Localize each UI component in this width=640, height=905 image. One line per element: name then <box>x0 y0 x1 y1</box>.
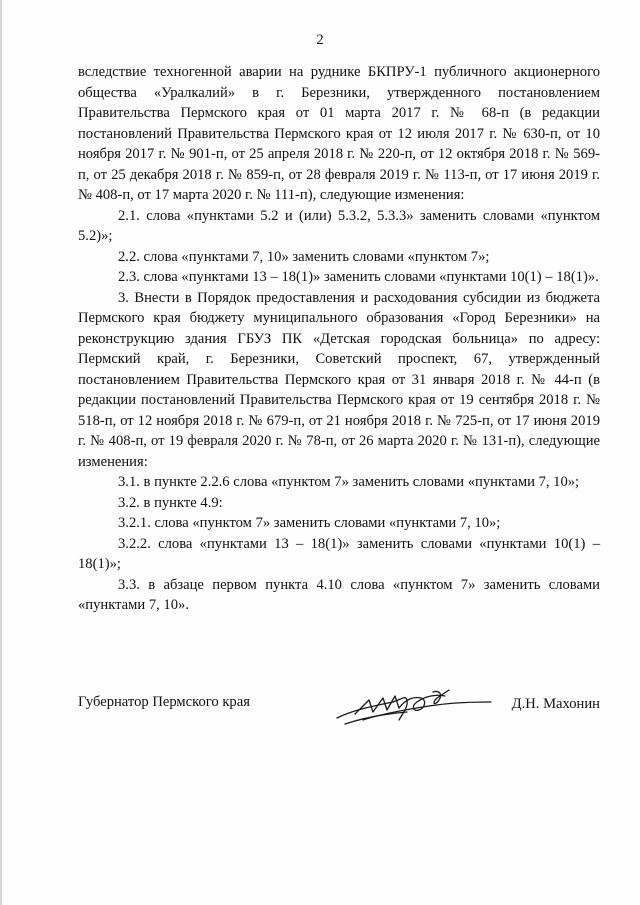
page-number: 2 <box>316 32 324 48</box>
handwritten-signature <box>333 680 493 730</box>
scan-edge <box>0 0 2 905</box>
paragraph-3-2-1: 3.2.1. слова «пунктом 7» заменить словами «пунктами 7, 10»; <box>118 515 501 531</box>
paragraph-3: 3. Внести в Порядок предоставления и расходования субсидии из бюджета Пермского края бюджету муниципального образования «Город Березники» на реконструкцию здания ГБУЗ ПК «Детская городская больница» по адресу: Пермский край, г. Березники, Советский проспект, 67, утвержденный постановлением Правительства Пермского края от 31 января 2018 г. № 44-п (в редакции постановлений Правительства Пермского края от 19 сентября 2018 г. № 518-п, от 12 ноября 2018 г. № 679-п, от 21 ноября 2018 г. № 725-п, от 17 июня 2019 г. № 408-п, от 19 февраля 2020 г. № 78-п, от 26 марта 2020 г. № 131-п), следующие изменения: <box>78 289 600 470</box>
paragraph-2-3: 2.3. слова «пунктами 13 – 18(1)» заменить словами «пунктами 10(1) – 18(1)». <box>118 269 599 285</box>
paragraph-intro: вследствие техногенной аварии на руднике БКПРУ-1 публичного акционерного общества «Уралкалий» в г. Березники, утвержденного постановлением Правительства Пермского края от 01 марта 2017 г. № 68-п (в редакции постановлений Правительства Пермского края от 12 июля 2017 г. № 630-п, от 10 ноября 2017 г. № 901-п, от 25 апреля 2018 г. № 220-п, от 12 октября 2018 г. № 569-п, от 25 декабря 2018 г. № 859-п, от 28 февраля 2019 г. № 113-п, от 17 июня 2019 г. № 408-п, от 17 марта 2020 г. № 111-п), следующие изменения: <box>78 64 600 203</box>
paragraph-3-3: 3.3. в абзаце первом пункта 4.10 слова «пунктом 7» заменить словами «пунктами 7, 10». <box>78 576 600 613</box>
signature-block <box>78 680 600 730</box>
paragraph-2-1: 2.1. слова «пунктами 5.2 и (или) 5.3.2, 5.3.3» заменить словами «пунктом 5.2)»; <box>78 207 600 244</box>
paragraph-3-2: 3.2. в пункте 4.9: <box>118 494 223 511</box>
document-body <box>78 62 600 616</box>
paragraph-3-2-2: 3.2.2. слова «пунктами 13 – 18(1)» заменить словами «пунктами 10(1) – 18(1)»; <box>78 535 600 572</box>
signatory-name: Д.Н. Махонин <box>511 696 600 712</box>
paragraph-3-1: 3.1. в пункте 2.2.6 слова «пунктом 7» заменить словами «пунктами 7, 10»; <box>118 474 580 490</box>
paragraph-2-2: 2.2. слова «пунктами 7, 10» заменить словами «пунктом 7»; <box>118 248 490 265</box>
signatory-title: Губернатор Пермского края <box>78 694 250 710</box>
